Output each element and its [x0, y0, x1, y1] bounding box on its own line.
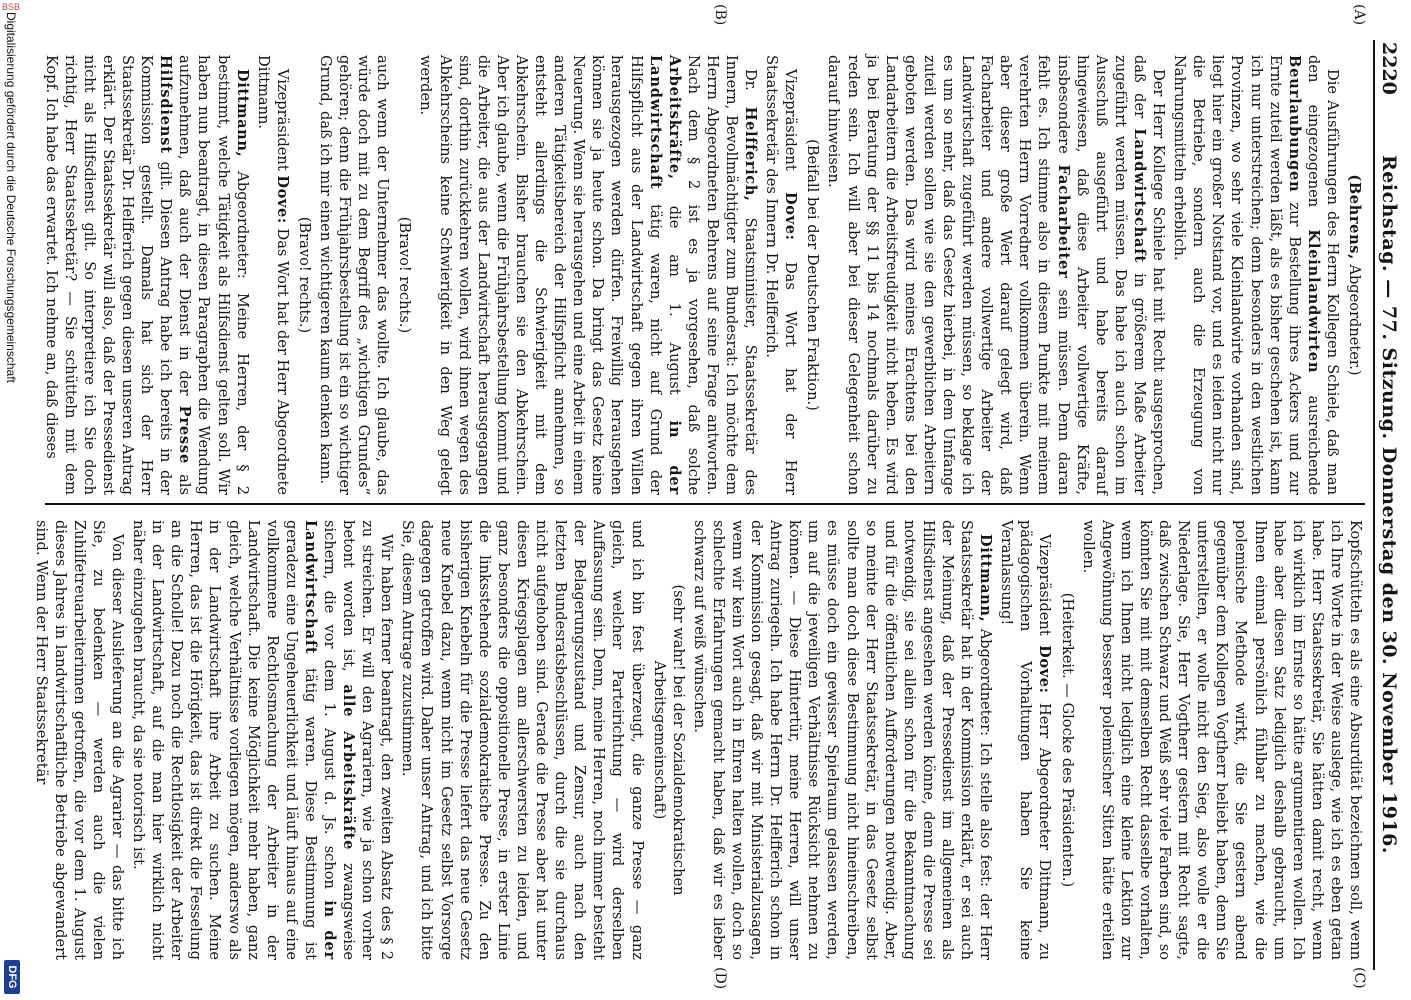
paragraph: Die Ausführungen des Herrn Kollegen Schiele, daß man den eingezogenen Kleinlandwirten ausreichende Beurlaubungen zur Bestellung ihres Ackers und zur Ernte zuteil werden läßt, als es bisher geschehen ist, kann ich nur unterstreichen; denn besonders in den westlichen Provinzen, wo sehr viele Kleinlandwirte vorhanden sind, liegt hier ein großer Notstand vor, und es leiden nicht nur die Betriebe, sondern auch die Erzeugung von Nahrungsmitteln erheblich. — [1171, 55, 1341, 495]
margin-mark-d: (D) — [712, 967, 728, 990]
page-header — [1375, 42, 1403, 967]
right-column — [30, 520, 1365, 960]
header-rule — [1373, 40, 1375, 970]
column-divider — [45, 503, 1365, 505]
speaker-header: (Behrens, Abgeordneter.) — [1346, 174, 1363, 376]
left-column — [40, 55, 1365, 495]
paragraph: Kopfschütteln es als eine Absurdität bezeichnen soll, wenn ich Ihre Worte in der Weise auslege, wie ich es eben getan habe. Herr Staatssekretär, Sie hätten damit recht, wenn ich wirklich im Ernste so hätte argumentieren wollen. Ich habe aber diesen Satz lediglich deshalb gebraucht, um Ihnen einmal persönlich fühlbar zu machen, wie die polemische Methode wirkt, die Sie gestern abend gegenüber dem Kollegen Vogtherr beliebt haben, denn Sie unterstellten, er wolle nicht den Sieg, also wolle er die Niederlage. Sie, Herr Vogtherr gestern mit Recht sagte, daß zwischen Schwarz und Weiß sehr viele Farben sind, so könnten Sie mit mit demselben Recht dasselbe vorhalten, wenn ich Ihnen nicht lediglich eine kleine Lektion zur Angewöhnung besserer polemischer Sitten hätte erteilen wollen. — [1079, 520, 1364, 960]
applause-note: (Beifall bei der Deutschen Fraktion.) — [804, 139, 822, 411]
paragraph: und ich bin fest überzeugt, die ganze Presse — ganz gleich, welcher Parteirichtung — wird derselben Auffassung sein. Denn, meine Herren, noch immer besteht der Belagerungszustand und Zensur, auch nach den letzten Bundesratsbeschlüssen, durch die sie durchaus nicht aufgehoben sind. Gerade die Presse aber hat unter diesen Kriegsplagen am allerschwersten zu leiden, und ganz besonders die oppositionelle Presse, in erster Linie die linksstehende sozialdemokratische Presse. Zu den bisherigen Knebeln für die Presse liefert das neue Gesetz neue Knebel dazu, wenn nicht im Gesetz selbst Vorsorge dagegen getroffen wird. Daher unser Antrag, und ich bitte Sie, diesem Antrage zuzustimmen. — [399, 520, 646, 960]
paragraph: Von dieser Auslieferung an die Agrarier — das bitte ich Sie, zu bedenken — werden auch die vielen Zuhilfetreuarbeiterinnen getroffen, die vor dem 1. August dieses Jahres in landwirtschaftliche Betriebe abgewandert sind. Wenn der Herr Staatssekretär — [32, 520, 126, 960]
credit-text: Digitalisierung gefördert durch die Deutsche Forschungsgemeinschaft — [4, 12, 18, 383]
paragraph: Der Herr Kollege Schiele hat mit Recht ausgesprochen, daß der Landwirtschaft in größerem Maße Arbeiter zugeführt werden müssen. Das habe ich auch schon im Ausschuß ausgeführt und habe bereits darauf hingewiesen, daß diese Arbeiter vollwertige Kräfte, insbesondere Facharbeiter sein müssen. Denn daran fehlt es. Ich stimme also in diesem Punkte mit meinem verehrten Herrn Vorredner vollkommen überein. Wenn aber dieser große Wert darauf gelegt wird, daß Facharbeiter und andere vollwertige Arbeiter der Landwirtschaft zugeführt werden müssen, so beklage ich es um so mehr, daß das Gesetz hierbei, in dem Umfange zuteil werden sollen wie sie den gewerblichen Arbeitern geboten werden. Das wird meines Erachtens bei den Landarbeitern die Arbeitsfreudigkeit nicht heben. Es wird ja bei Beratung der §§ 11 bis 14 nochmals darüber zu reden sein. Ich will aber bei dieser Gelegenheit schon darauf hinweisen. — [825, 55, 1168, 496]
page-title: Reichstag. — 77. Sitzung. Donnerstag den 30. November 1916. — [1378, 154, 1400, 854]
chair-remark: Vizepräsident Dove: Herr Abgeordneter Dittmann, zu pädagogischen Vorhaltungen haben Sie keine Veranlassung! — [998, 520, 1054, 960]
paragraph: Dr. Helfferich, Staatsminister, Staatssekretär des Innern, Bevollmächtigter zum Bundesrat: Ich möchte dem Herrn Abgeordneten Behrens auf seine Frage antworten. Nach dem § 2 ist es ja vorgesehen, daß solche Arbeitskräfte, die am 1. August in der Landwirtschaft tätig waren, nicht auf Grund der Hilfspflicht aus der Landwirtschaft gegen ihren Willen herausgezogen werden dürfen. Freiwillig herausgehen können sie ja heute schon. Da bringt das Gesetz keine Neuerung. Wenn sie herausgehen und eine Arbeit in einem anderen Tätigkeitsbereich der Hilfspflicht annehmen, so entsteht allerdings die Schwierigkeit mit dem Abkehrschein. Bisher brauchen sie den Abkehrschein. Aber ich glaube, wenn die Frühjahrsbestellung kommt und die Arbeiter, die aus der Landwirtschaft herausgegangen sind, dorthin zurückkehren wollen, wird ihnen wegen des Abkehrscheins keine Schwierigkeit in den Weg gelegt werden. — [417, 55, 760, 495]
digitization-credit — [0, 0, 22, 1000]
margin-mark-a: (A) — [1351, 4, 1367, 26]
paragraph: Wir haben ferner beantragt, den zweiten Absatz des § 2 zu streichen. Er will den Agrariern, wie ja schon vorher betont worden ist, alle Arbeitskräfte zwangsweise sichern, die vor dem 1. August d. Js. schon in der Landwirtschaft tätig waren. Diese Bestimmung ist geradezu eine Ungeheuerlichkeit und läuft hinaus auf eine vollkommene Rechtlosmachung der Arbeiter in der Landwirtschaft. Die keine Möglichkeit mehr haben, ganz gleich, welche Verhältnisse vorliegen mögen, anderswo als in der Landwirtschaft ihre Arbeit zu suchen. Meine Herren, das ist die Hörigkeit, das ist direkt die Fesselung an die Scholle! Dazu noch die Rechtlosigkeit der Arbeiter in der Landwirtschaft, auf die man hier wirklich nicht näher einzugehen braucht, da sie notorisch ist. — [130, 520, 396, 961]
page-number: 2220 — [1378, 42, 1400, 95]
paragraph: Dittmann, Abgeordneter: Ich stelle also fest: der Herr Staatssekretär hat in der Kommission erklärt, er sei auch der Meinung, daß der Pressedienst im allgemeinen als Hilfsdienst angesehen werden könne, denn die Presse sei notwendig, sie sei allein schon für die Bekanntmachung und für die öffentlichen Aufforderungen notwendig. Aber, so meinte der Herr Staatssekretär, in das Gesetz selbst sollte man doch diese Bestimmung nicht hineinschreiben, es müsse doch ein gewisser Spielraum gelassen werden, um auf die jeweiligen Verhältnisse Rücksicht nehmen zu können. — Diese Hintertür, meine Herren, will unser Antrag zuriegeln. Ich habe Herrn Dr. Helfferich schon in der Kommission gesagt, daß wir mit Ministerialzusagen, wenn wir kein Wort auch in Ehren halten wollen, doch so schlechte Erfahrungen gemacht haben, daß wir es lieber schwarz auf weiß wünschen. — [690, 520, 995, 961]
library-mark: BSB — [2, 2, 21, 12]
chair-remark: Vizepräsident Dove: Das Wort hat der Herr Abgeordnete Dittmann. — [254, 55, 291, 495]
interjection-note: (sehr wahr! bei der Sozialdemokratischen Arbeitsgemeinschaft) — [650, 584, 687, 896]
margin-mark-c: (C) — [1351, 967, 1367, 989]
margin-mark-b: (B) — [712, 4, 728, 26]
laughter-note: (Heiterkeit. — Glocke des Präsidenten.) — [1058, 592, 1076, 888]
paragraph: auch wenn der Unternehmer das wollte. Ich glaube, das würde doch mit zu dem Begriff des „wichtigen Grundes“ gehören; denn die Frühjahrsbestellung ist ein so wichtiger Grund, daß ich mir einen wichtigeren kaum denken kann. — [317, 55, 392, 495]
dfg-logo[interactable]: DFG — [4, 960, 20, 994]
applause-note: (Bravo! rechts.) — [396, 216, 414, 334]
paragraph: Dittmann, Abgeordneter: Meine Herren, der § 2 bestimmt, welche Tätigkeit als Hilfsdienst gelten soll. Wir haben nun beantragt, in diesen Paragraphen die Wendung aufzunehmen, daß auch der Dienst in der Presse als Hilfsdienst gilt. Diesen Antrag habe ich bereits in der Kommission gestellt. Damals hat sich der Herr Staatssekretär Dr. Helfferich gegen diesen unseren Antrag erklärt. Der Staatssekretär will also, daß der Pressedienst nicht als Hilfsdienst gilt. So interpretiere ich Sie doch richtig, Herr Staatssekretär? — Sie schütteln mit dem Kopf. Ich habe das erwartet. Ich nehme an, daß dieses — [42, 55, 251, 496]
applause-note: (Bravo! rechts.) — [295, 216, 313, 334]
chair-remark: Vizepräsident Dove: Das Wort hat der Herr Staatssekretär des Innern Dr. Helfferich. — [763, 55, 800, 496]
